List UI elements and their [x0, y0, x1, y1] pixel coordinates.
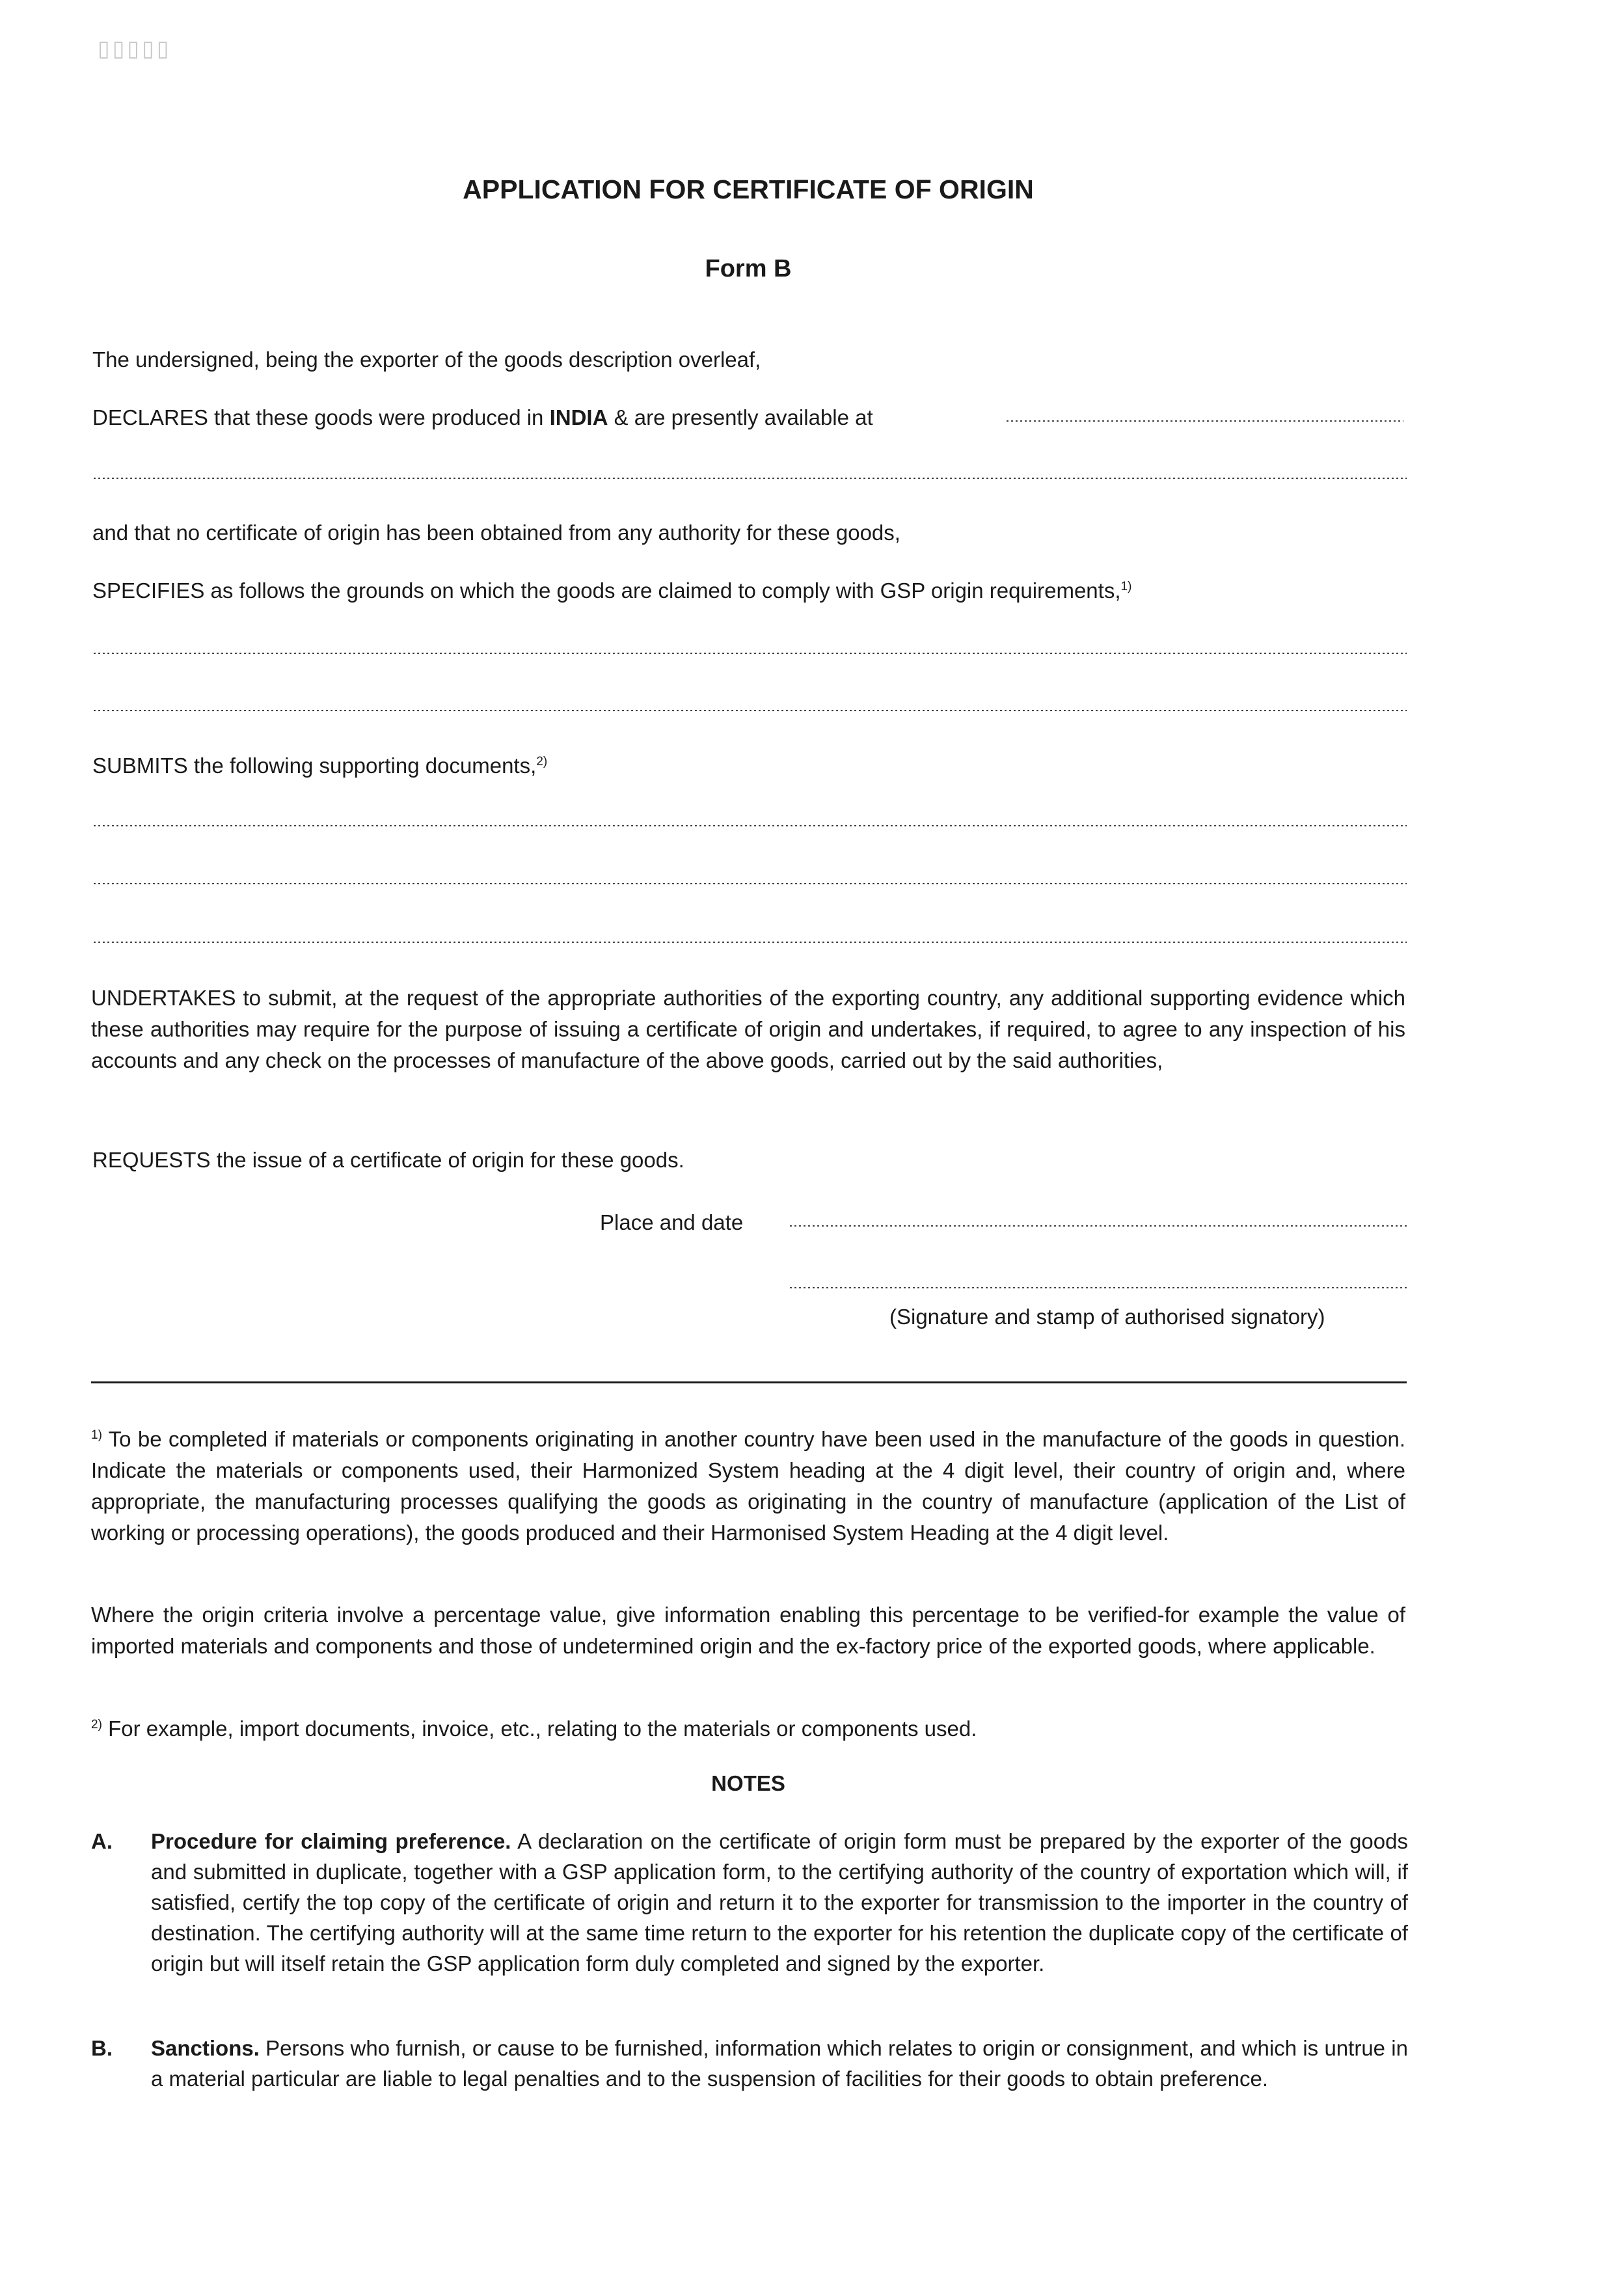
footnote-ref-1: 1)	[1120, 580, 1132, 593]
undertakes-paragraph: UNDERTAKES to submit, at the request of the appropriate authorities of the exporting country, any additional supporting evidence which these authorities may require for the purpose of issuing a certificate of origin and undertakes, if required, to agree to any inspection of his accounts and any check on the processes of manufacture of the above goods, carried out by the said authorities,	[91, 986, 1405, 1072]
faint-stamp-mark: ▯▯▯▯▯	[98, 36, 172, 61]
note-b-body: Sanctions. Persons who furnish, or cause to be furnished, information which relates to origin or consignment, and which is untrue in a material particular are liable to legal penalties and to the suspension of facilities for their goods to obtain preference.	[151, 2036, 1408, 2091]
requests-text: REQUESTS the issue of a certificate of origin for these goods.	[92, 1148, 684, 1172]
note-a-body: Procedure for claiming preference. A declaration on the certificate of origin form must be prepared by the exporter of the goods and submitted in duplicate, together with a GSP application form, to the certifying authority of the country of exportation which will, if satisfied, certify the top copy of the certificate of origin and return it to the exporter for transmission to the importer in the country of destination. The certifying authority will at the same time return to the exporter for his retention the duplicate copy of the certificate of origin but will itself retain the GSP application form duly completed and signed by the exporter.	[151, 1829, 1408, 1976]
footnote-2: $^{2)}$ For example, import documents, invoice, etc., relating to the materials or components used.	[91, 1717, 977, 1741]
notes-heading: NOTES	[711, 1771, 785, 1795]
percentage-paragraph: Where the origin criteria involve a percentage value, give information enabling this percentage to be verified-for example the value of imported materials and components and those of undetermined origin and the ex-factory price of the exported goods, where applicable.	[91, 1603, 1405, 1658]
grounds-field-line-1[interactable]	[92, 653, 1407, 654]
note-b-title: Sanctions.	[151, 2036, 260, 2060]
country-name: INDIA	[549, 405, 608, 429]
footnote-1: $^{1)}$ To be completed if materials or components originating in another country have been used in the manufacture of the goods in question. Indicate the materials or components used, their Harmonized System heading at the 4 digit level, their country of origin and, where appropriate, the manufacturing processes qualifying the goods as originating in the country of manufacture (application of the List of working or processing operations), the goods produced and their Harmonised System Heading at the 4 digit level.	[91, 1427, 1405, 1545]
availability-location-field[interactable]	[1005, 420, 1403, 422]
documents-field-line-3[interactable]	[92, 942, 1407, 943]
place-date-field[interactable]	[789, 1225, 1407, 1227]
documents-field-line-1[interactable]	[92, 825, 1407, 826]
form-label: Form B	[705, 255, 792, 282]
declares-text: DECLARES that these goods were produced in INDIA & are presently available at	[92, 405, 873, 429]
note-a-letter: A.	[91, 1829, 113, 1853]
no-certificate-text: and that no certificate of origin has been obtained from any authority for these goods,	[92, 521, 900, 545]
intro-text: The undersigned, being the exporter of the goods description overleaf,	[92, 347, 761, 372]
signature-field[interactable]	[789, 1287, 1407, 1288]
note-b-letter: B.	[91, 2036, 113, 2060]
footnote-ref-2: 2)	[536, 755, 548, 768]
documents-field-line-2[interactable]	[92, 883, 1407, 884]
availability-location-field-line-2[interactable]	[92, 478, 1407, 479]
page-title: APPLICATION FOR CERTIFICATE OF ORIGIN	[463, 174, 1034, 204]
note-a-title: Procedure for claiming preference.	[151, 1829, 511, 1853]
signature-label: (Signature and stamp of authorised signatory)	[889, 1305, 1325, 1329]
grounds-field-line-2[interactable]	[92, 710, 1407, 711]
footnote-2-marker: 2)	[91, 1718, 102, 1732]
submits-text: SUBMITS the following supporting documents,$^{2)}$	[92, 754, 548, 778]
footnote-1-marker: 1)	[91, 1428, 102, 1442]
place-date-label: Place and date	[600, 1210, 744, 1234]
specifies-text: SPECIFIES as follows the grounds on which the goods are claimed to comply with GSP origin requirements,$^{1)}$	[92, 578, 1132, 603]
section-divider	[91, 1381, 1407, 1383]
